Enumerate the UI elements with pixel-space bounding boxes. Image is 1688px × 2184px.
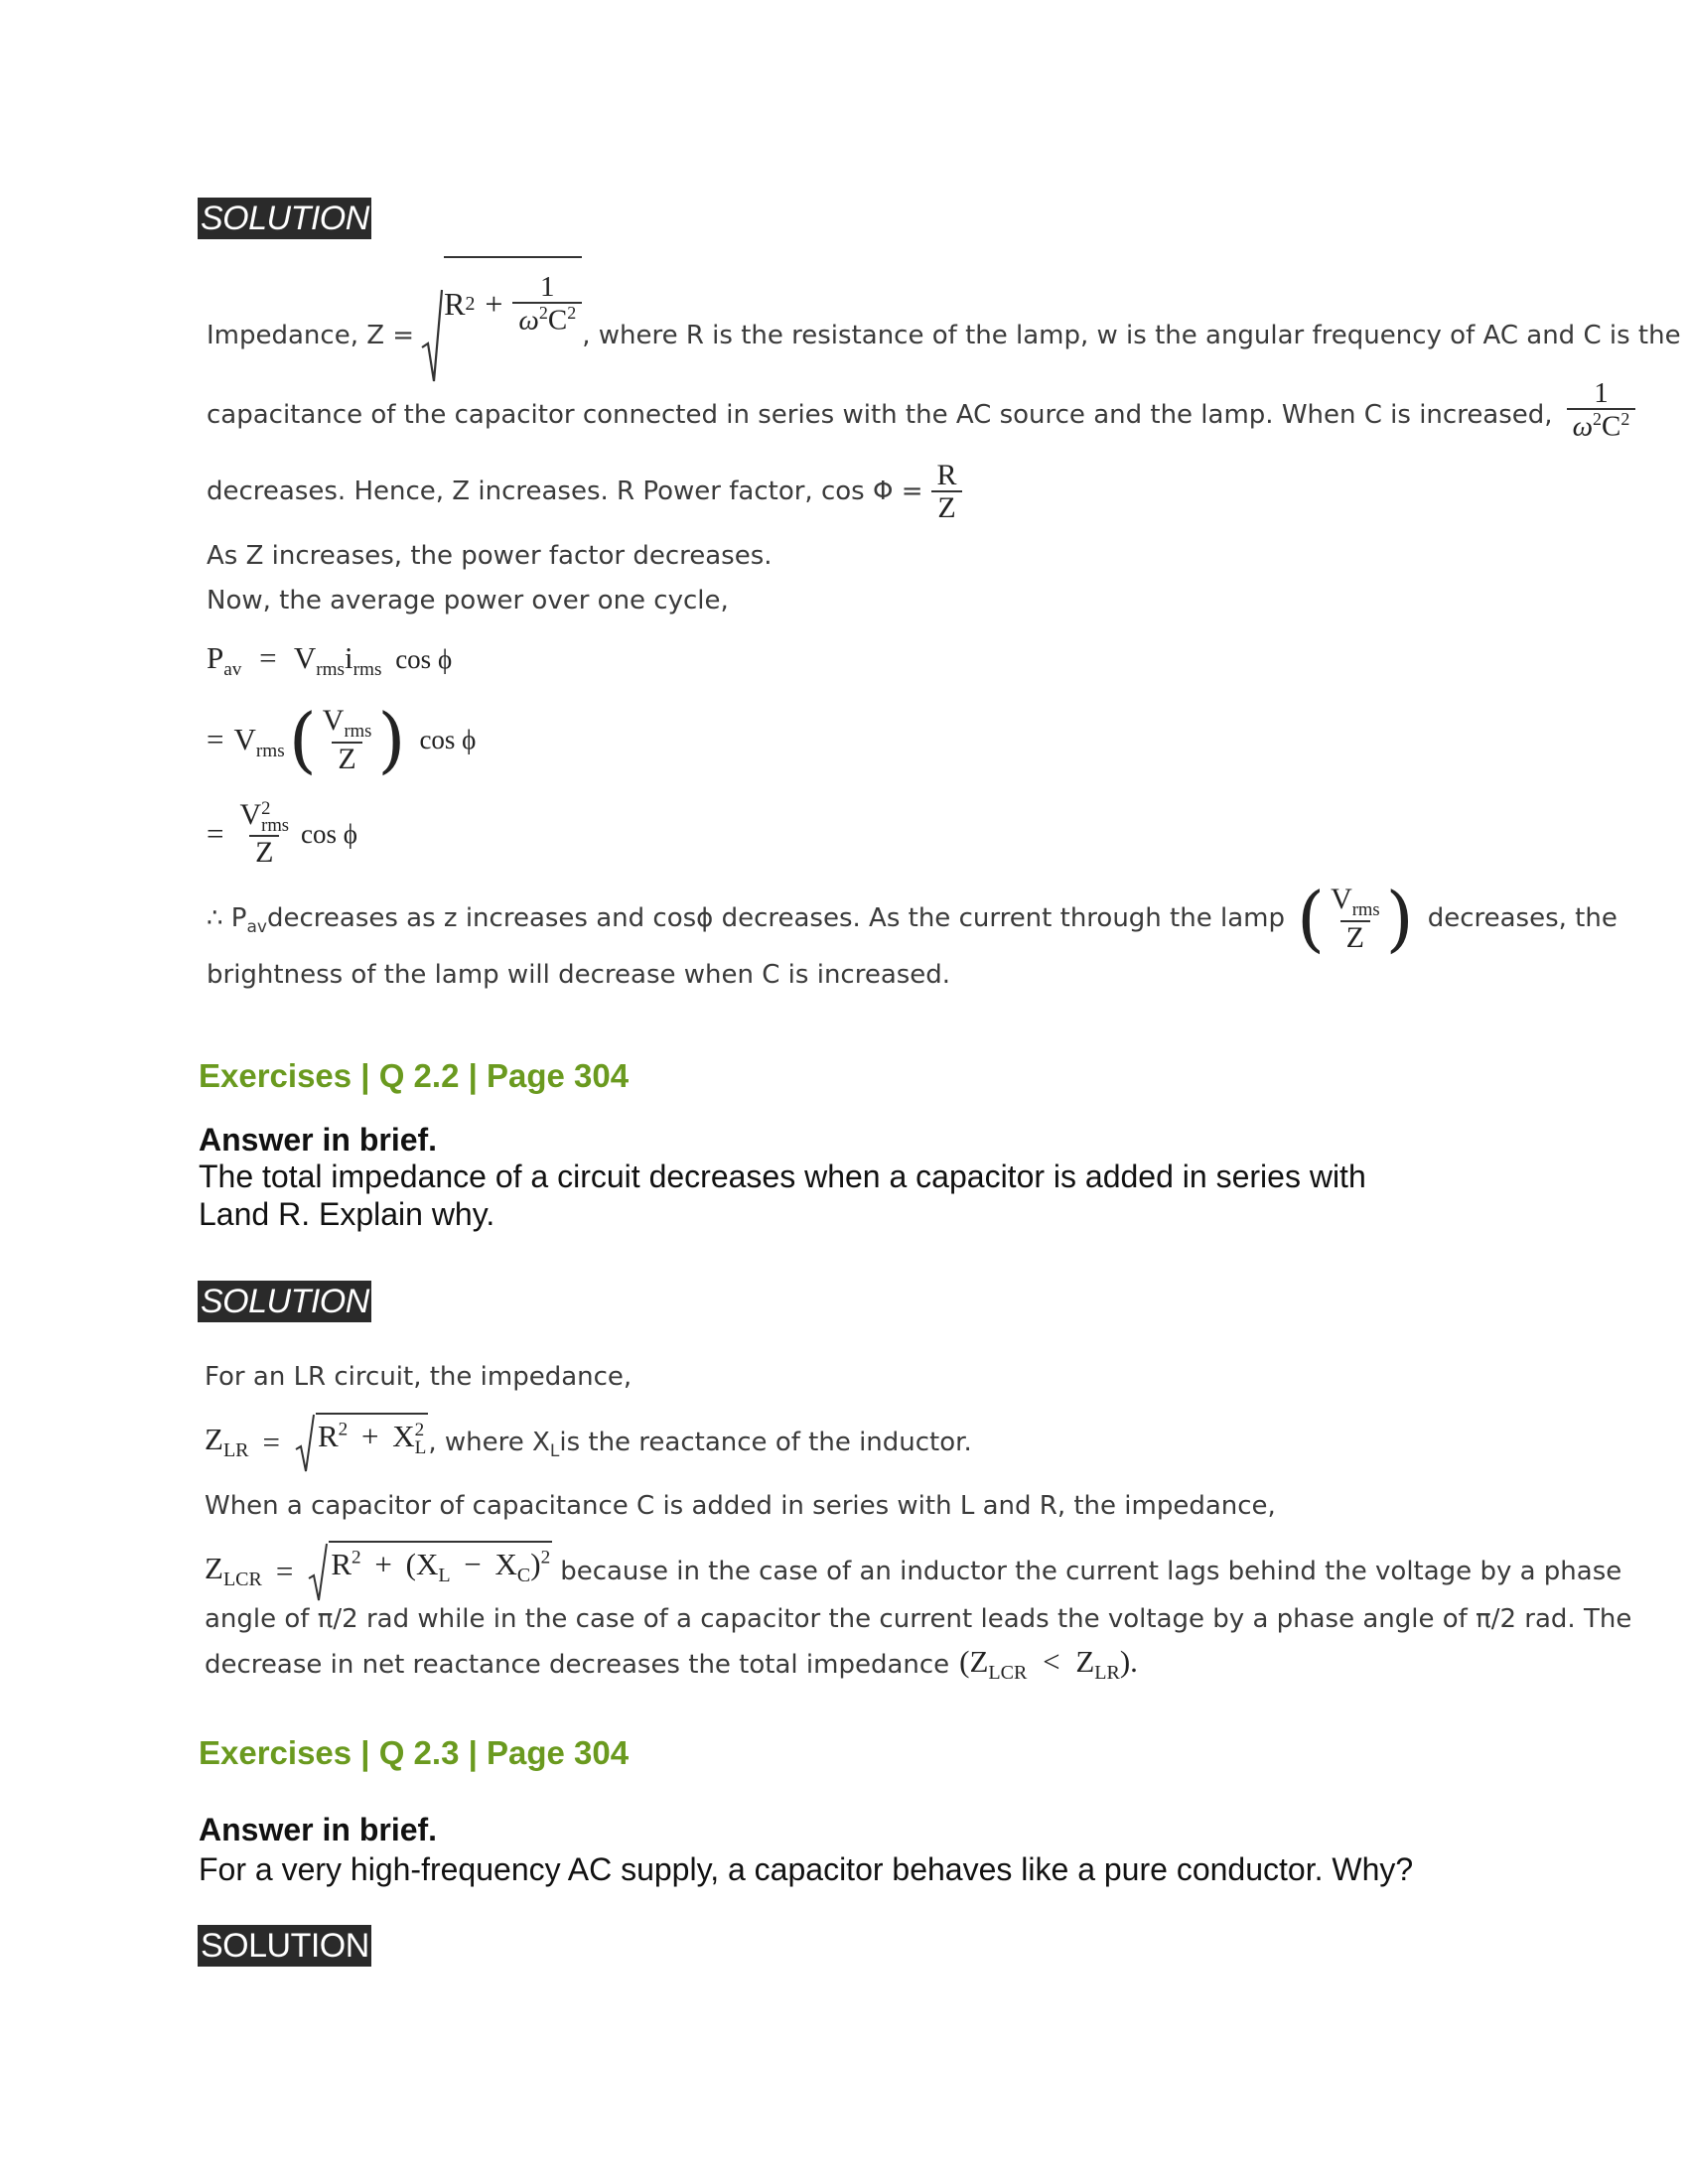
x-symbol: X (415, 1547, 439, 1582)
numerator (233, 799, 295, 835)
rms-squared (261, 797, 290, 837)
capacitance-text: capacitance of the capacitor connected in series with the AC source and the lamp. When C is increased, (207, 400, 1553, 430)
conclusion-tail: decreases, the (1427, 903, 1618, 933)
right-paren: ) (1119, 1644, 1131, 1679)
question-text-line1: For a very high-frequency AC supply, a capacitor behaves like a pure conductor. Why? (199, 1851, 1414, 1887)
sqrt-sign-icon (307, 1541, 329, 1602)
lcr-subscript: LCR (222, 1569, 262, 1591)
left-paren: ( (959, 1644, 970, 1679)
vrms-over-z (317, 705, 378, 774)
numerator: 1 (1594, 376, 1609, 409)
exponent: 2 (352, 1548, 361, 1570)
rms-subscript: rms (344, 720, 372, 742)
brightness-text: brightness of the lamp will decrease when C is increased. (207, 960, 951, 990)
v-symbol: V (239, 798, 262, 832)
impedance-comparison (959, 1644, 1138, 1685)
answer-in-brief-title: Answer in brief. (199, 1122, 438, 1158)
omega-symbol: ω (518, 304, 539, 337)
lr-subscript: LR (1094, 1662, 1120, 1685)
reactance-text: , where X (428, 1428, 550, 1457)
equals-sign: = (207, 816, 224, 851)
numerator: 1 (540, 270, 555, 303)
average-power-intro: Now, the average power over one cycle, (207, 586, 729, 615)
equals-sign: = (259, 640, 277, 675)
z-symbol: Z (1075, 1644, 1095, 1679)
pav-equation-step3 (207, 789, 357, 879)
phase-lag-text: because in the case of an inductor the current lags behind the voltage by a phase (560, 1557, 1622, 1586)
z-symbol: Z (969, 1644, 989, 1679)
rms-subscript: rms (261, 815, 290, 837)
exponent: 2 (261, 797, 271, 819)
phase-angle-text: angle of π/2 rad while in the case of a capacitor the current leads the voltage by a phase angle of π/2 rad. The (205, 1604, 1632, 1634)
denominator: Z (931, 490, 961, 524)
denominator: Z (1340, 920, 1370, 954)
r-symbol: R (444, 285, 466, 322)
lcr-subscript: LCR (988, 1662, 1028, 1685)
av-subscript: av (223, 659, 242, 681)
z-symbol: Z (205, 1422, 223, 1457)
c-subscript: C (516, 1565, 531, 1587)
omega-symbol: ω (1572, 410, 1594, 443)
one-over-omega2c2-inline (1567, 378, 1636, 443)
exponent: 2 (414, 1420, 425, 1441)
cos-phi: cos ϕ (301, 818, 357, 849)
solution-badge: SOLUTION (198, 198, 371, 239)
capacitor-added-text: When a capacitor of capacitance C is added in series with L and R, the impedance, (205, 1491, 1276, 1521)
l-squared (415, 1422, 427, 1458)
l-subscript: L (438, 1565, 451, 1587)
minus-sign: − (464, 1547, 482, 1582)
impedance-line (207, 270, 1681, 390)
c-symbol: C (1602, 410, 1621, 443)
sqrt-content (329, 1541, 552, 1587)
cos-phi: cos ϕ (395, 644, 453, 674)
rms-subscript: rms (352, 659, 382, 681)
therefore-p: ∴ P (207, 903, 247, 933)
current-fraction (1325, 884, 1386, 953)
net-reactance-text: decrease in net reactance decreases the total impedance (205, 1649, 950, 1680)
pav-equation (207, 640, 452, 681)
l-subscript: L (414, 1437, 427, 1459)
equals-sign: = (207, 722, 224, 756)
right-paren: ) (377, 698, 406, 781)
exponent: 2 (1620, 409, 1630, 430)
c-symbol: C (547, 304, 568, 337)
exponent: 2 (538, 303, 548, 324)
exponent: 2 (540, 1548, 551, 1570)
v-symbol: V (322, 703, 345, 737)
conclusion-text: decreases as z increases and cosϕ decreases. As the current through the lamp (266, 903, 1285, 933)
lr-subscript: LR (222, 1439, 249, 1462)
exponent: 2 (567, 303, 577, 324)
x-symbol: X (392, 1419, 415, 1454)
rms-subscript: rms (316, 659, 346, 681)
av-subscript: av (246, 917, 267, 937)
r-symbol: R (331, 1547, 352, 1582)
v-symbol: V (293, 640, 317, 675)
exponent: 2 (338, 1420, 349, 1441)
pav-equation-step2 (207, 695, 476, 784)
question-text-line2: Land R. Explain why. (199, 1196, 495, 1232)
sqrt-content (316, 1413, 428, 1457)
equals-sign: = (262, 1425, 280, 1459)
power-factor-decreases-text: As Z increases, the power factor decreases. (207, 541, 773, 571)
zlcr-formula (205, 1537, 1621, 1606)
lr-impedance-intro: For an LR circuit, the impedance, (205, 1362, 633, 1392)
solution-badge: SOLUTION (198, 1281, 371, 1322)
z-symbol: Z (205, 1551, 223, 1586)
plus-sign: + (374, 1547, 392, 1582)
numerator (317, 705, 378, 742)
solution-badge: SOLUTION (198, 1925, 371, 1967)
x-symbol: X (494, 1547, 517, 1582)
impedance-line-rest: , where R is the resistance of the lamp, w is the angular frequency of AC and C is the (582, 321, 1681, 350)
denominator (1567, 408, 1636, 442)
capacitance-line (207, 375, 1635, 455)
right-paren: ) (1385, 877, 1414, 960)
i-symbol: i (345, 640, 353, 675)
exponent: 2 (1593, 409, 1603, 430)
reactance-text-rest: is the reactance of the inductor. (559, 1428, 972, 1457)
plus-sign: + (485, 285, 503, 322)
equals-sign: = (275, 1554, 294, 1588)
period: . (1130, 1644, 1138, 1679)
left-paren: ( (405, 1547, 416, 1582)
one-over-omega2c2 (512, 272, 582, 337)
power-factor-line (207, 447, 963, 536)
sqrt-content (444, 256, 582, 337)
numerator: R (936, 458, 957, 491)
exponent: 2 (465, 292, 476, 315)
sqrt-sign-icon (420, 286, 444, 385)
denominator: Z (332, 742, 361, 775)
vrms2-over-z (233, 799, 295, 868)
l-subscript: L (549, 1441, 560, 1461)
v-symbol: V (1331, 882, 1352, 915)
left-paren: ( (1296, 877, 1326, 960)
answer-in-brief-title: Answer in brief. (199, 1812, 438, 1847)
denominator: Z (249, 835, 279, 869)
numerator (1325, 884, 1386, 920)
less-than-sign: < (1043, 1644, 1060, 1679)
p-symbol: P (207, 640, 224, 675)
r-over-z (930, 460, 962, 524)
net-reactance-line (205, 1644, 1138, 1685)
question-text-line1: The total impedance of a circuit decreases when a capacitor is added in series with (199, 1159, 1366, 1194)
denominator (512, 302, 582, 336)
plus-sign: + (361, 1419, 379, 1454)
v-symbol: V (233, 722, 256, 756)
conclusion-line (207, 874, 1618, 963)
rms-subscript: rms (1351, 898, 1380, 920)
power-factor-text: decreases. Hence, Z increases. R Power factor, cos Φ = (207, 477, 923, 506)
rms-subscript: rms (255, 741, 285, 761)
impedance-label: Impedance, Z = (207, 321, 415, 350)
exercise-heading-q23[interactable]: Exercises | Q 2.3 | Page 304 (199, 1734, 630, 1771)
exercise-heading-q22[interactable]: Exercises | Q 2.2 | Page 304 (199, 1057, 630, 1094)
r-symbol: R (317, 1419, 339, 1454)
cos-phi: cos ϕ (419, 724, 477, 754)
left-paren: ( (288, 698, 317, 781)
zlr-formula (205, 1408, 972, 1477)
sqrt-sign-icon (294, 1412, 316, 1473)
right-paren: ) (530, 1547, 541, 1582)
